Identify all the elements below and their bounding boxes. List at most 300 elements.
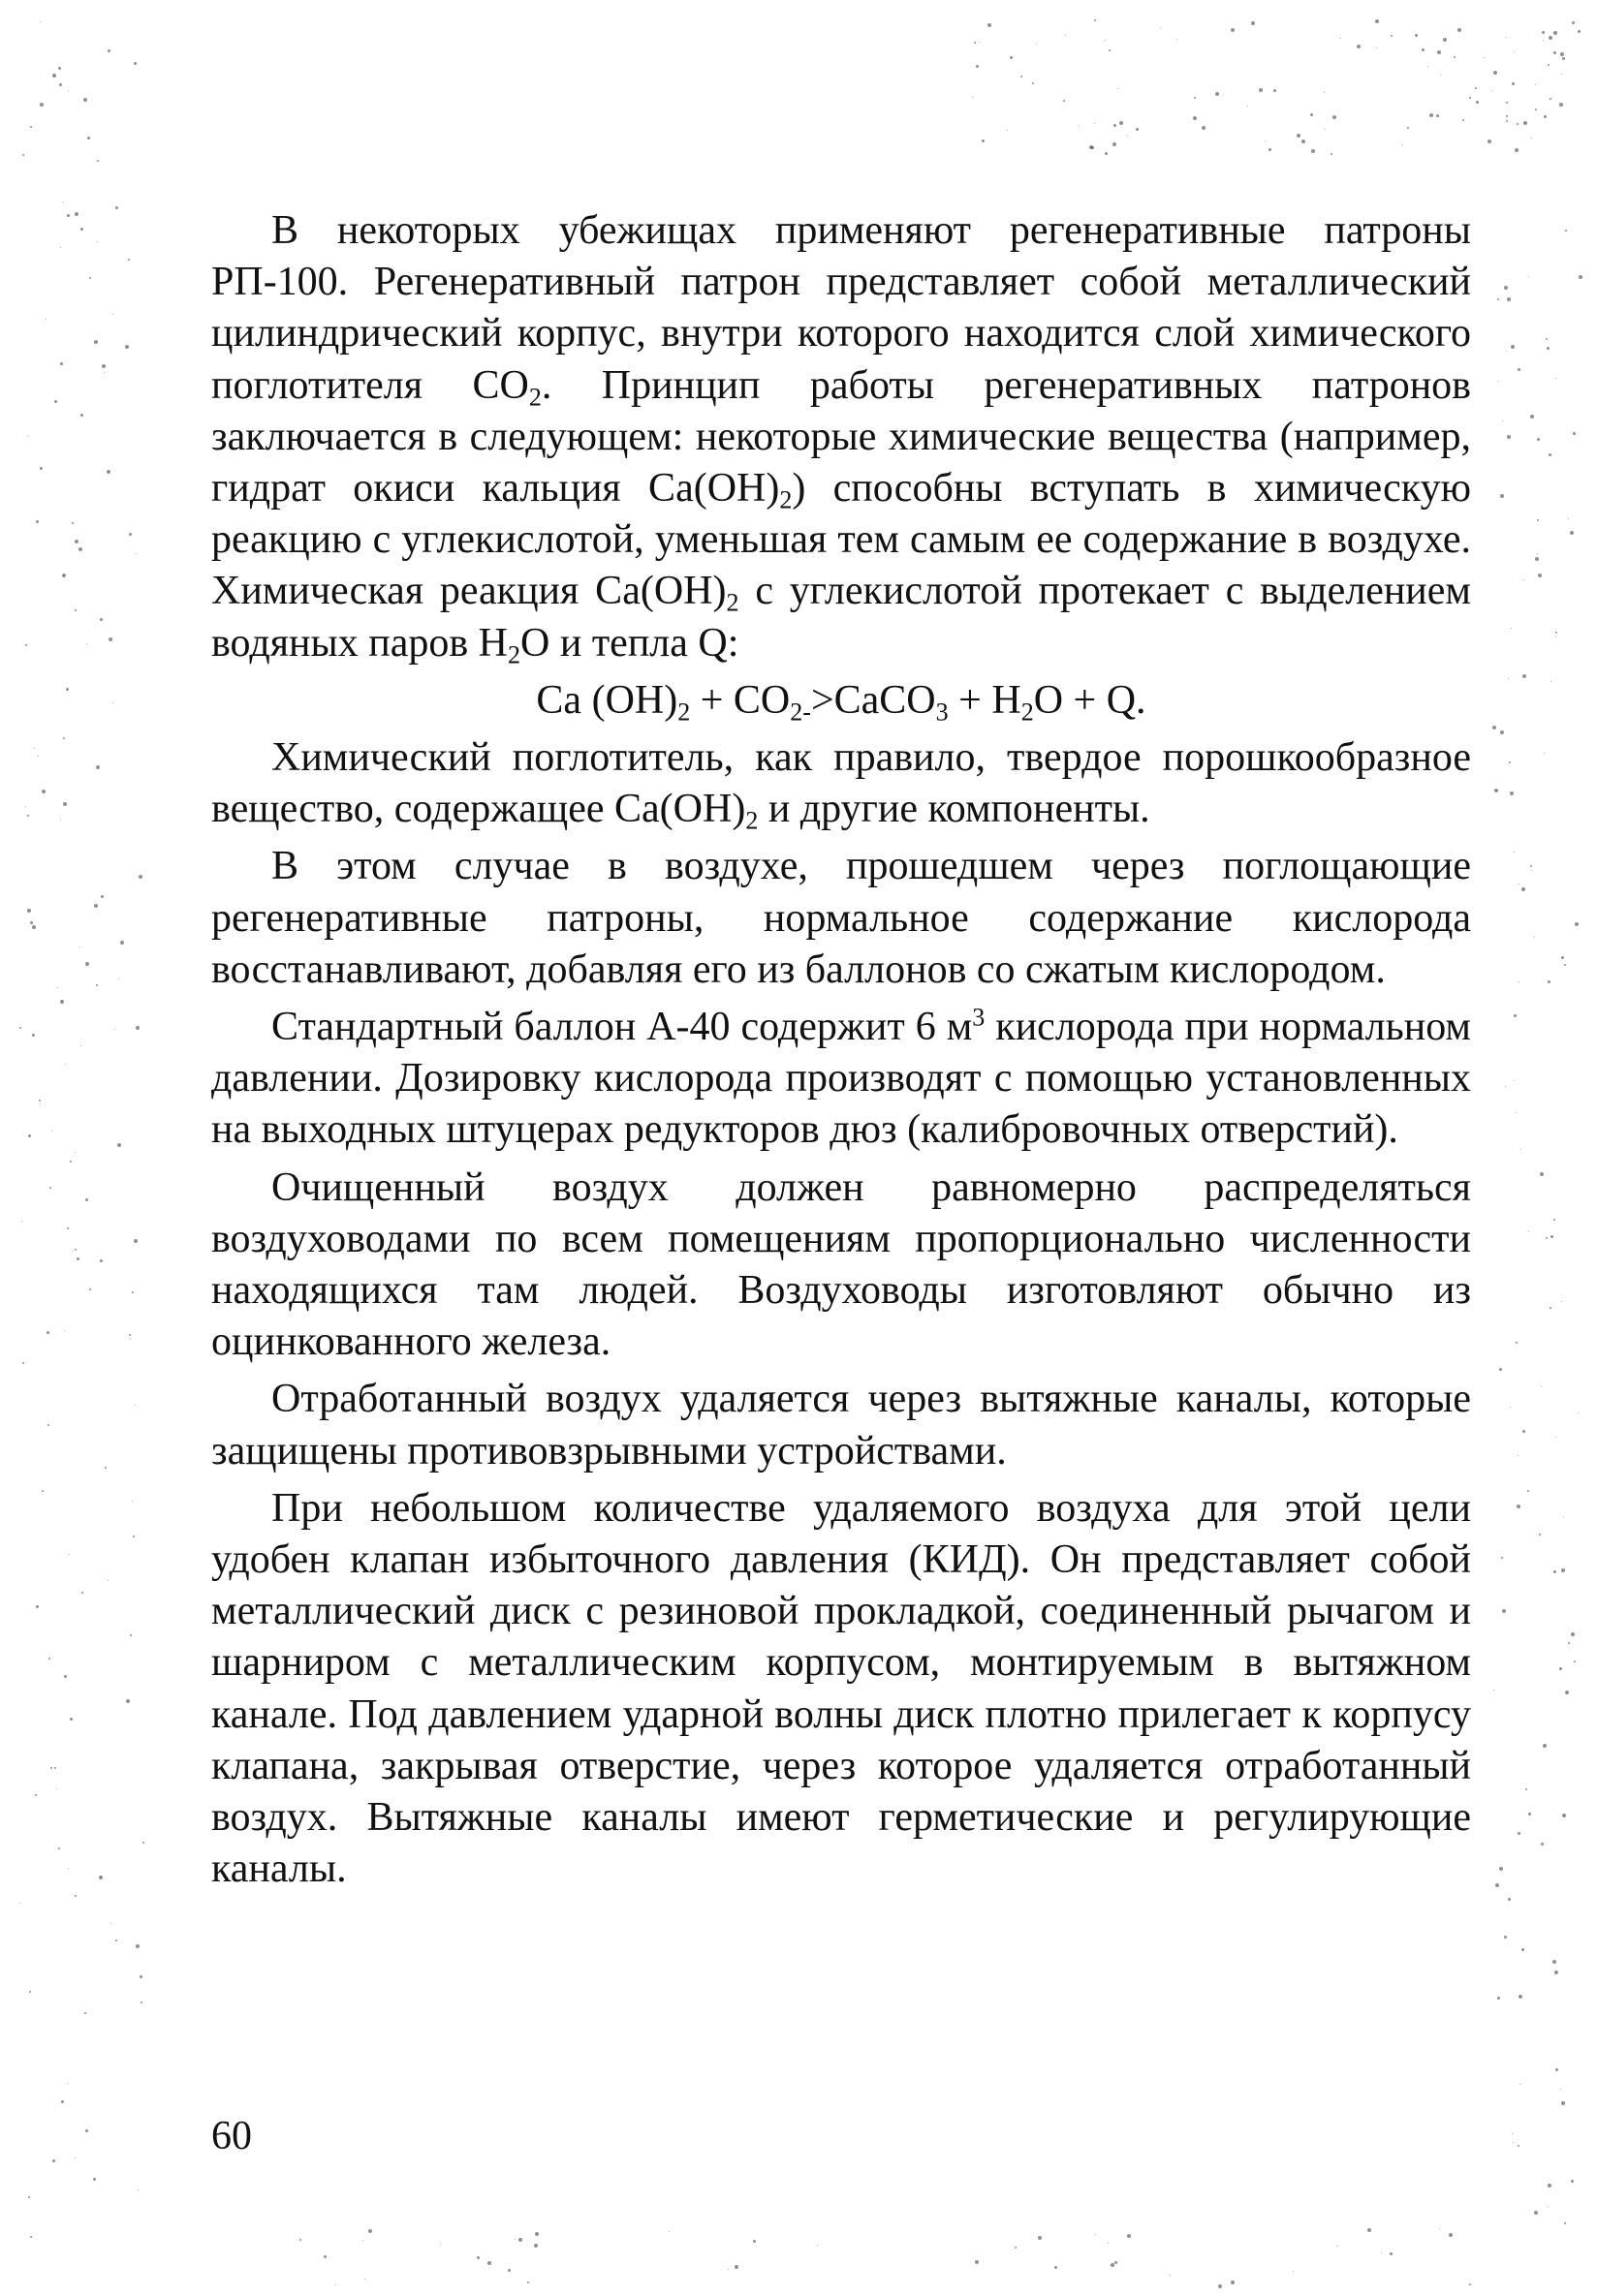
scan-speck [109, 637, 112, 641]
scan-speck [1429, 113, 1433, 117]
scan-speck [1251, 21, 1255, 25]
scan-speck [1487, 140, 1491, 143]
scan-speck [75, 1895, 77, 1897]
text-run: . Принцип работы регенеративных патронов заключается в следующем: некоторые химические вещества (например, гидрат окиси кальция Са(ОН) [211, 362, 1471, 512]
scan-speck [1540, 1172, 1544, 1176]
text-run: В некоторых убежищах применяют регенеративные патроны РП-100. Регенеративный патрон представляет собой металлический цилиндрический корпус, внутри которого находится слой химического поглотителя СО [211, 208, 1471, 408]
scan-speck [1525, 1788, 1527, 1790]
text-run: В этом случае в воздухе, прошедшем через поглощающие регенеративные патроны, нормальное содержание кислорода восстанавливают, добавляя его из баллонов со сжатым кислородом. [211, 844, 1471, 992]
scan-speck [1415, 34, 1418, 37]
scan-speck [60, 819, 61, 820]
scan-speck [1518, 1455, 1519, 1456]
scan-speck [1506, 120, 1508, 122]
scan-speck [117, 1143, 121, 1147]
scan-speck [487, 2261, 491, 2265]
scan-speck [86, 643, 87, 644]
scan-speck [1268, 148, 1271, 151]
scan-speck [1546, 1237, 1548, 1239]
scan-speck [1494, 789, 1498, 792]
scan-speck [129, 1334, 131, 1336]
scan-speck [115, 1939, 117, 1941]
scan-speck [65, 1064, 66, 1065]
scan-speck [1560, 52, 1564, 56]
scan-speck [1507, 297, 1511, 301]
scan-speck [1293, 2271, 1294, 2272]
scan-speck [1570, 531, 1574, 535]
scan-speck [1437, 50, 1441, 54]
scan-speck [1065, 35, 1066, 36]
scan-speck [1555, 2068, 1558, 2071]
scan-speck [1462, 119, 1464, 121]
text-run: с углекислотой протекает с выделением водяных паров Н [211, 569, 1472, 666]
text-run: кислорода при нормальном давлении. Дозировку кислорода производят с помощью установленных на выходных штуцерах редукторов дюз (калибровочных отверстий). [211, 1005, 1472, 1153]
scan-speck [1548, 2184, 1551, 2187]
scan-speck [368, 2229, 372, 2233]
scan-speck [60, 362, 63, 365]
scan-speck [1193, 116, 1197, 120]
scan-speck [64, 1330, 65, 1331]
scan-speck [75, 609, 77, 611]
scan-speck [75, 1249, 77, 1251]
scan-speck [1534, 2211, 1538, 2215]
scan-speck [335, 2284, 336, 2285]
scan-speck [1560, 2089, 1561, 2090]
scan-speck [1491, 90, 1492, 91]
text-run: Отработанный воздух удаляется через вытяжные каналы, которые защищены противовзрывными устройствами. [211, 1377, 1471, 1474]
scan-speck [1535, 109, 1537, 110]
scan-speck [1530, 865, 1532, 867]
scan-speck [1519, 2084, 1520, 2085]
scan-speck [1109, 49, 1111, 51]
scan-speck [1522, 674, 1526, 678]
scan-speck [40, 467, 43, 470]
scan-speck [1493, 71, 1497, 75]
scan-speck [59, 83, 62, 86]
scan-speck [1579, 275, 1582, 279]
scan-speck [70, 1718, 73, 1721]
scan-speck [1514, 51, 1515, 52]
text-run: Ca (OH) [536, 677, 678, 723]
scan-speck [141, 2001, 142, 2003]
scan-speck [129, 533, 132, 536]
scan-speck [982, 140, 985, 142]
scan-speck [75, 2157, 76, 2158]
scan-speck [1553, 51, 1556, 54]
scan-speck [1094, 123, 1095, 124]
scan-speck [132, 1501, 133, 1502]
scan-speck [1552, 1960, 1556, 1964]
scan-speck [1541, 1386, 1542, 1387]
scan-speck [1509, 761, 1511, 763]
scan-speck [60, 1000, 64, 1004]
scan-speck [362, 2240, 363, 2241]
subscript: 2 [528, 382, 542, 411]
scan-speck [1522, 1430, 1525, 1433]
scan-speck [34, 748, 35, 749]
scan-speck [1573, 432, 1576, 435]
scan-speck [1511, 345, 1515, 349]
scan-speck [63, 802, 67, 806]
scan-speck [118, 978, 119, 979]
scan-speck [1521, 1948, 1524, 1951]
scan-speck [974, 42, 976, 44]
scan-speck [1541, 1843, 1544, 1846]
scan-speck [1297, 134, 1300, 138]
scan-speck [69, 1554, 70, 1555]
scan-speck [97, 241, 98, 242]
scan-speck [1564, 964, 1566, 966]
scan-speck [80, 414, 83, 417]
scan-speck [84, 2012, 86, 2014]
scan-speck [1324, 92, 1325, 93]
scan-speck [22, 1362, 24, 1364]
scan-speck [1508, 678, 1509, 679]
scan-speck [67, 2083, 68, 2084]
scan-speck [77, 1257, 79, 1260]
scan-speck [1561, 1301, 1562, 1302]
scan-speck [134, 1239, 138, 1243]
scan-speck [1218, 2284, 1222, 2288]
scan-speck [60, 247, 61, 248]
scan-speck [1550, 1235, 1553, 1238]
scan-speck [1528, 1813, 1531, 1815]
text-run: Химический поглотитель, как правило, твердое порошкообразное вещество, содержащее Са(ОН) [211, 735, 1471, 832]
text-run: >CaCO [810, 677, 936, 723]
scan-speck [1376, 47, 1377, 48]
scan-speck [46, 319, 47, 320]
scan-speck [1550, 681, 1551, 682]
scan-speck [120, 941, 124, 945]
scan-speck [1170, 2275, 1171, 2276]
scan-speck [1562, 57, 1565, 60]
scan-speck [72, 1251, 73, 1252]
scan-speck [1555, 378, 1556, 379]
scan-speck [1422, 48, 1425, 51]
scan-speck [1504, 286, 1508, 290]
scan-speck [1469, 97, 1471, 99]
scan-speck [1079, 126, 1080, 127]
paragraph-exhaust [211, 1374, 1471, 1476]
superscript: 3 [972, 1003, 986, 1032]
scan-speck [1514, 1014, 1517, 1017]
scan-speck [1559, 1667, 1562, 1670]
scan-speck [1436, 114, 1439, 117]
scan-speck [477, 2256, 480, 2259]
scan-speck [1375, 19, 1379, 23]
scan-speck [1513, 2142, 1514, 2143]
scan-speck [30, 921, 33, 924]
scan-speck [1439, 2228, 1440, 2229]
scan-speck [142, 1842, 144, 1844]
scan-speck [1561, 1568, 1565, 1572]
scan-speck [21, 1221, 22, 1222]
scan-speck [979, 42, 980, 43]
scan-speck [57, 987, 58, 988]
scan-speck [97, 160, 99, 162]
paragraph-absorber [211, 732, 1471, 835]
scan-speck [112, 702, 113, 703]
scan-speck [58, 1847, 60, 1849]
scan-speck [110, 1923, 111, 1924]
scan-speck [1571, 2180, 1574, 2183]
scan-speck [133, 1536, 135, 1537]
scan-speck [104, 372, 105, 373]
scan-speck [32, 925, 36, 929]
scan-speck [1553, 1219, 1555, 1221]
scan-speck [67, 1227, 69, 1229]
text-run: и другие компоненты. [758, 787, 1150, 832]
scan-speck [753, 2240, 756, 2243]
scan-speck [1542, 31, 1545, 34]
text-run: + CO [690, 677, 791, 723]
scan-speck [1340, 38, 1341, 39]
scan-speck [1015, 2247, 1017, 2249]
scan-speck [89, 277, 91, 279]
scan-speck [107, 470, 110, 474]
scan-speck [1516, 1342, 1518, 1344]
scan-speck [108, 1580, 109, 1581]
text-run: При небольшом количестве удаляемого воздуха для этой цели удобен клапан избыточного давления (КИД). Он представляет собой металлический диск с резиновой прокладкой, соединенный рычагом и шарниром с металлическим корпусом, монтируемым в вытяжном канале. Под давлением ударной волны диск плотно прилегает к корпусу клапана, закрывая отверстие, через которое удаляется отработанный воздух. Вытяжные каналы имеют герметические и регулирующие каналы. [211, 1485, 1471, 1892]
scan-speck [89, 1288, 91, 1290]
scan-speck [85, 962, 89, 966]
scan-speck [1497, 298, 1499, 300]
scan-speck [1514, 1080, 1515, 1081]
scan-speck [39, 1100, 41, 1101]
scan-speck [324, 2255, 327, 2258]
scan-speck [535, 2232, 539, 2236]
scan-speck [36, 1605, 39, 1608]
scan-speck [1443, 38, 1447, 42]
scan-speck [1311, 149, 1315, 153]
scan-speck [68, 1868, 69, 1869]
scan-speck [1091, 146, 1094, 149]
scan-speck [534, 2244, 538, 2248]
scan-speck [47, 1331, 49, 1334]
scan-speck [67, 214, 70, 217]
scan-speck [1215, 92, 1219, 96]
scan-speck [108, 49, 110, 52]
text-run: О и тепла Q: [520, 620, 739, 666]
scan-speck [1578, 30, 1581, 33]
scan-speck [87, 137, 90, 140]
scan-speck [48, 1658, 50, 1660]
scan-speck [1511, 628, 1512, 629]
scan-speck [1501, 1557, 1503, 1559]
scan-speck [1502, 1609, 1506, 1613]
scan-speck [63, 737, 65, 739]
subscript: 2 [508, 639, 521, 668]
scan-speck [72, 522, 74, 524]
scan-speck [1559, 103, 1563, 107]
scan-speck [1506, 351, 1507, 352]
scan-speck [81, 1592, 83, 1594]
scan-speck [83, 98, 87, 102]
scan-speck [1507, 435, 1511, 439]
scan-speck [93, 2178, 96, 2181]
scan-speck [1555, 632, 1557, 634]
scan-speck [36, 520, 39, 523]
scan-speck [1010, 56, 1013, 59]
scan-speck [1127, 2234, 1131, 2238]
scan-speck [976, 65, 979, 68]
scan-speck [1063, 100, 1065, 102]
scan-speck [299, 2239, 301, 2241]
scan-speck [1515, 148, 1519, 152]
scan-speck [42, 790, 46, 793]
scan-speck [669, 2231, 670, 2232]
scan-speck [527, 2281, 529, 2283]
scan-speck [1563, 1516, 1564, 1517]
scan-speck [987, 23, 991, 27]
scan-speck [22, 154, 24, 156]
scan-speck [30, 2236, 32, 2238]
scan-speck [1484, 57, 1485, 58]
scan-speck [1454, 56, 1456, 58]
subscript: 2 [779, 485, 793, 514]
subscript: 2- [790, 698, 811, 727]
scan-speck [1105, 152, 1108, 155]
scan-speck [1571, 1632, 1575, 1636]
scan-speck [1564, 2222, 1566, 2224]
scan-speck [1114, 2261, 1117, 2264]
scan-speck [32, 1034, 35, 1037]
scan-speck [126, 1699, 130, 1703]
scan-speck [75, 1152, 76, 1153]
text-run: Очищенный воздух должен равномерно распределяться воздуховодами по всем помещениям пропорционально численности находящихся там людей. Воздуховоды изготовляют обычно из оцинкованного железа. [211, 1164, 1471, 1365]
scan-speck [1578, 1412, 1579, 1413]
scan-speck [518, 2238, 522, 2242]
scan-speck [1506, 115, 1508, 117]
scan-speck [1512, 2133, 1513, 2134]
subscript: 2 [745, 806, 759, 835]
scan-speck [1519, 1995, 1522, 1999]
scan-speck [1499, 1867, 1503, 1871]
scan-speck [19, 1903, 20, 1904]
scan-speck [1523, 121, 1527, 125]
scan-speck [1520, 1149, 1521, 1150]
scan-speck [975, 2260, 979, 2264]
scan-speck [1521, 887, 1525, 891]
scan-speck [1495, 1883, 1499, 1887]
scan-speck [1119, 121, 1123, 125]
scan-speck [1176, 39, 1177, 40]
scan-speck [115, 206, 118, 209]
scan-speck [28, 2196, 30, 2198]
scan-speck [1506, 102, 1508, 104]
scan-speck [1539, 1534, 1541, 1536]
scan-speck [54, 1767, 56, 1769]
scan-speck [1112, 142, 1116, 146]
subscript: 2 [677, 698, 691, 727]
scan-speck [1054, 2266, 1057, 2269]
scan-speck [78, 547, 82, 551]
scan-speck [1550, 1307, 1551, 1309]
scan-speck [47, 1424, 49, 1426]
paragraph-oxygen-cylinder [211, 1002, 1471, 1157]
scan-speck [1544, 753, 1545, 754]
scan-speck [1518, 1832, 1520, 1835]
scan-speck [19, 1027, 21, 1029]
scan-speck [94, 904, 98, 908]
scan-speck [1553, 31, 1557, 35]
scan-speck [1113, 124, 1116, 127]
scan-speck [1574, 1660, 1576, 1662]
scan-speck [132, 1291, 134, 1293]
scan-speck [1032, 82, 1034, 84]
scan-speck [1402, 144, 1403, 145]
scan-speck [1512, 82, 1515, 85]
scan-speck [1273, 89, 1276, 92]
scan-speck [728, 2269, 729, 2270]
scan-speck [1259, 88, 1263, 92]
text-run: + H [948, 677, 1021, 723]
scan-speck [1527, 1490, 1529, 1492]
text-run: Стандартный баллон А-40 содержит 6 м [271, 1005, 973, 1050]
scan-speck [1561, 2101, 1565, 2105]
scan-speck [1427, 66, 1428, 67]
scan-speck [1310, 113, 1313, 116]
scan-speck [1555, 1437, 1556, 1438]
scan-speck [27, 909, 31, 913]
scan-speck [1550, 98, 1551, 100]
scan-speck [1357, 45, 1361, 48]
subscript: 3 [935, 698, 949, 727]
scan-speck [140, 1975, 142, 1978]
scan-speck [1108, 2243, 1109, 2244]
subscript: 2 [1020, 698, 1034, 727]
scan-speck [30, 126, 32, 128]
scan-speck [1561, 74, 1562, 75]
scan-speck [440, 2244, 441, 2245]
scan-speck [99, 1876, 103, 1879]
scan-speck [40, 1103, 41, 1104]
scan-speck [1548, 64, 1550, 66]
scan-speck [1537, 553, 1538, 554]
scan-speck [1325, 129, 1326, 130]
scan-speck [1548, 2206, 1549, 2207]
scan-speck [105, 1467, 107, 1469]
scan-speck [1036, 44, 1037, 45]
scan-speck [27, 815, 29, 817]
scan-speck [1572, 21, 1575, 24]
scan-speck [1301, 140, 1305, 143]
scan-speck [138, 2189, 139, 2190]
scan-speck [128, 259, 130, 261]
scan-speck [1544, 115, 1547, 118]
scan-speck [1231, 28, 1235, 32]
scan-speck [508, 2269, 511, 2272]
scan-speck [40, 103, 44, 107]
scan-speck [1523, 579, 1524, 580]
scan-speck [1332, 115, 1336, 119]
scan-speck [1538, 574, 1542, 577]
scan-speck [1493, 1690, 1494, 1691]
scan-speck [100, 1259, 103, 1262]
scan-speck [136, 1944, 140, 1948]
paragraph-oxygen-restore [211, 841, 1471, 996]
paragraph-overpressure-valve [211, 1483, 1471, 1896]
scan-speck [28, 1134, 31, 1137]
scan-speck [52, 2159, 55, 2162]
scan-speck [1117, 88, 1118, 89]
scan-speck [58, 67, 61, 70]
scan-speck [101, 895, 104, 898]
scan-speck [35, 1794, 37, 1796]
scan-speck [1505, 1086, 1506, 1087]
scan-speck [1476, 101, 1479, 104]
scan-speck [139, 875, 142, 879]
scan-speck [1543, 40, 1544, 41]
